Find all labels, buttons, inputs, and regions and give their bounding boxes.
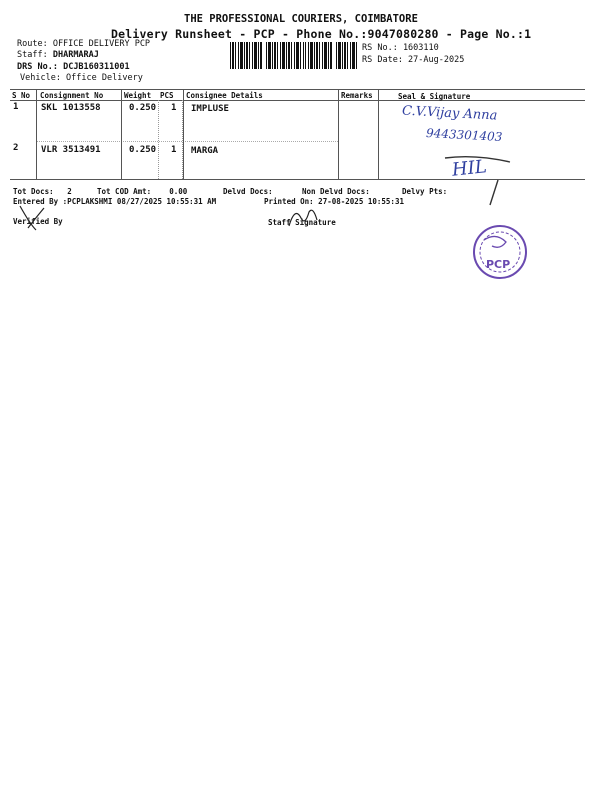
stamp-text: PCP bbox=[486, 258, 511, 271]
cell-consignee: MARGA bbox=[191, 146, 219, 156]
vehicle-text: Vehicle: Office Delivery bbox=[20, 73, 143, 83]
staff-signature-scribble bbox=[283, 204, 323, 230]
rs-no-text: RS No.: 1603110 bbox=[362, 43, 439, 53]
tot-docs bbox=[13, 187, 72, 196]
row-divider bbox=[36, 141, 338, 142]
barcode-gap bbox=[262, 42, 264, 69]
tot-docs-label: Tot Docs: bbox=[13, 187, 54, 196]
cell-pcs: 1 bbox=[171, 145, 177, 155]
verified-by: Verified By bbox=[13, 217, 63, 226]
cell-weight: 0.250 bbox=[129, 145, 157, 155]
drs-label: DRS No.: bbox=[17, 62, 58, 72]
barcode-gap bbox=[301, 42, 303, 69]
header-remarks: Remarks bbox=[341, 91, 373, 100]
col-divider bbox=[121, 89, 122, 179]
barcode-image bbox=[230, 42, 358, 69]
staff-line bbox=[17, 50, 99, 60]
col-dotted bbox=[182, 100, 183, 179]
route-text: Route: OFFICE DELIVERY PCP bbox=[17, 39, 151, 49]
header-sno: S No bbox=[12, 91, 31, 100]
barcode-gap bbox=[333, 42, 335, 69]
header-seal-signature: Seal & Signature bbox=[398, 92, 471, 101]
printed-on: Printed On: 27-08-2025 10:55:31 bbox=[264, 197, 404, 206]
col-divider bbox=[378, 89, 379, 179]
col-divider bbox=[183, 89, 184, 179]
handwritten-name: C.V.Vijay Anna bbox=[401, 103, 498, 124]
handwritten-stroke bbox=[440, 150, 520, 210]
table-header-border bbox=[10, 100, 585, 101]
drs-line bbox=[17, 62, 130, 72]
delvd-docs: Delvd Docs: bbox=[223, 187, 273, 196]
staff-value: DHARMARAJ bbox=[52, 50, 99, 60]
header-consignment-no: Consignment No bbox=[40, 91, 104, 100]
delvy-pts: Delvy Pts: bbox=[402, 187, 448, 196]
cell-consignment: SKL 1013558 bbox=[41, 103, 101, 113]
header-weight: Weight bbox=[124, 91, 152, 100]
col-divider bbox=[338, 89, 339, 179]
cell-consignee: IMPLUSE bbox=[191, 104, 229, 114]
entered-by: Entered By :PCPLAKSHMI 08/27/2025 10:55:31 AM bbox=[13, 197, 217, 206]
cell-consignment: VLR 3513491 bbox=[41, 145, 101, 155]
non-delvd-docs: Non Delvd Docs: bbox=[302, 187, 370, 196]
cell-sno: 2 bbox=[13, 143, 19, 153]
drs-value: DCJB160311001 bbox=[63, 62, 130, 72]
pcp-stamp bbox=[470, 222, 530, 282]
tot-cod-value: 0.00 bbox=[169, 187, 188, 196]
handwritten-mark: HIL bbox=[450, 156, 488, 181]
cell-sno: 1 bbox=[13, 102, 19, 112]
staff-label: Staff: bbox=[17, 50, 48, 60]
verified-signature bbox=[16, 202, 56, 232]
tot-docs-value: 2 bbox=[67, 187, 72, 196]
cell-weight: 0.250 bbox=[129, 103, 157, 113]
company-title: THE PROFESSIONAL COURIERS, COIMBATORE bbox=[184, 13, 418, 25]
header-pcs: PCS bbox=[160, 91, 174, 100]
runsheet-title: Delivery Runsheet - PCP - Phone No.:9047080280 - Page No.:1 bbox=[111, 27, 532, 41]
col-dotted bbox=[158, 100, 159, 179]
handwritten-phone: 9443301403 bbox=[425, 126, 503, 144]
rs-date-text: RS Date: 27-Aug-2025 bbox=[362, 55, 465, 65]
table-top-border bbox=[10, 89, 585, 90]
header-consignee-details: Consignee Details bbox=[186, 91, 263, 100]
tot-cod bbox=[97, 187, 187, 196]
col-divider bbox=[36, 89, 37, 179]
tot-cod-label: Tot COD Amt: bbox=[97, 187, 152, 196]
staff-signature: Staff Signature bbox=[268, 218, 336, 227]
cell-pcs: 1 bbox=[171, 103, 177, 113]
